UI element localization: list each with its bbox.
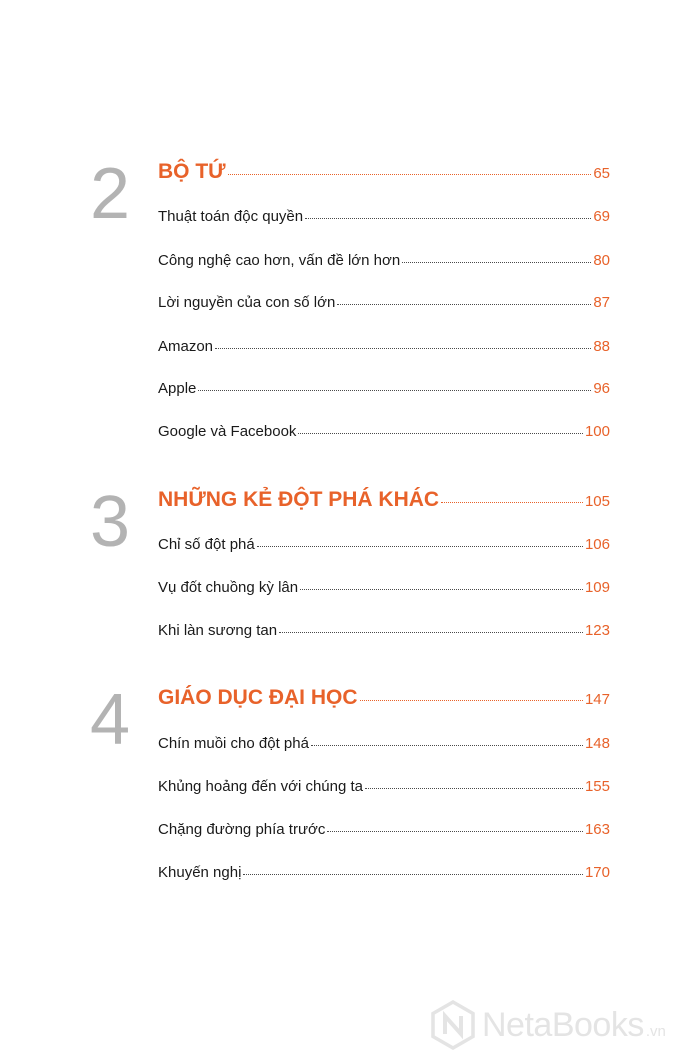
watermark-brand: NetaBooks (482, 1005, 644, 1044)
page-number: 65 (593, 165, 610, 182)
page-number: 88 (593, 338, 610, 355)
chapter-title: GIÁO DỤC ĐẠI HỌC (158, 686, 358, 709)
toc-entry[interactable] (158, 821, 610, 843)
watermark-tld: .vn (645, 1022, 666, 1040)
toc-entry[interactable] (158, 536, 610, 558)
entry-title: Khuyến nghị (158, 864, 242, 881)
leader-dots (228, 174, 592, 175)
toc-entry[interactable] (158, 380, 610, 402)
leader-dots (365, 788, 583, 789)
page-number: 106 (584, 536, 610, 553)
netabooks-watermark (430, 998, 700, 1052)
page-number: 105 (584, 493, 610, 510)
toc-entry[interactable] (158, 208, 610, 230)
page-number: 100 (584, 423, 610, 440)
entry-title: Thuật toán độc quyền (158, 208, 304, 225)
toc-entry[interactable] (158, 735, 610, 757)
leader-dots (279, 632, 583, 633)
leader-dots (402, 262, 591, 263)
toc-entry[interactable] (158, 864, 610, 886)
entry-title: Chỉ số đột phá (158, 536, 255, 553)
page-number: 80 (593, 252, 610, 269)
entry-title: Amazon (158, 338, 214, 355)
chapter-heading[interactable] (158, 160, 610, 188)
page-number: 123 (584, 622, 610, 639)
leader-dots (327, 831, 583, 832)
entry-title: Công nghệ cao hơn, vấn đề lớn hơn (158, 252, 401, 269)
chapter-number: 4 (90, 680, 131, 760)
leader-dots (198, 390, 591, 391)
chapter-number: 3 (90, 482, 131, 562)
entry-title: Google và Facebook (158, 423, 297, 440)
leader-dots (337, 304, 591, 305)
toc-entry[interactable] (158, 579, 610, 601)
page-number: 170 (584, 864, 610, 881)
leader-dots (311, 745, 583, 746)
entry-title: Khi làn sương tan (158, 622, 278, 639)
netabooks-logo-icon (430, 1000, 476, 1050)
toc-entry[interactable] (158, 423, 610, 445)
entry-title: Apple (158, 380, 197, 397)
page-number: 109 (584, 579, 610, 596)
chapter-heading[interactable] (158, 686, 610, 714)
page-number: 155 (584, 778, 610, 795)
leader-dots (243, 874, 583, 875)
leader-dots (257, 546, 583, 547)
chapter-title: NHỮNG KẺ ĐỘT PHÁ KHÁC (158, 488, 440, 511)
leader-dots (360, 700, 583, 701)
page-number: 96 (593, 380, 610, 397)
page-number: 87 (593, 294, 610, 311)
page-number: 163 (584, 821, 610, 838)
leader-dots (305, 218, 591, 219)
entry-title: Chín muồi cho đột phá (158, 735, 309, 752)
leader-dots (215, 348, 591, 349)
toc-entry[interactable] (158, 294, 610, 316)
toc-entry[interactable] (158, 338, 610, 360)
entry-title: Chặng đường phía trước (158, 821, 326, 838)
entry-title: Khủng hoảng đến với chúng ta (158, 778, 363, 795)
chapter-heading[interactable] (158, 488, 610, 516)
leader-dots (298, 433, 583, 434)
page-number: 147 (584, 691, 610, 708)
entry-title: Vụ đốt chuồng kỳ lân (158, 579, 299, 596)
leader-dots (441, 502, 583, 503)
toc-entry[interactable] (158, 778, 610, 800)
chapter-number: 2 (90, 154, 131, 234)
toc-entry[interactable] (158, 622, 610, 644)
chapter-title: BỘ TỨ (158, 160, 226, 183)
entry-title: Lời nguyền của con số lớn (158, 294, 336, 311)
page-number: 69 (593, 208, 610, 225)
page-number: 148 (584, 735, 610, 752)
leader-dots (300, 589, 583, 590)
toc-entry[interactable] (158, 252, 610, 274)
